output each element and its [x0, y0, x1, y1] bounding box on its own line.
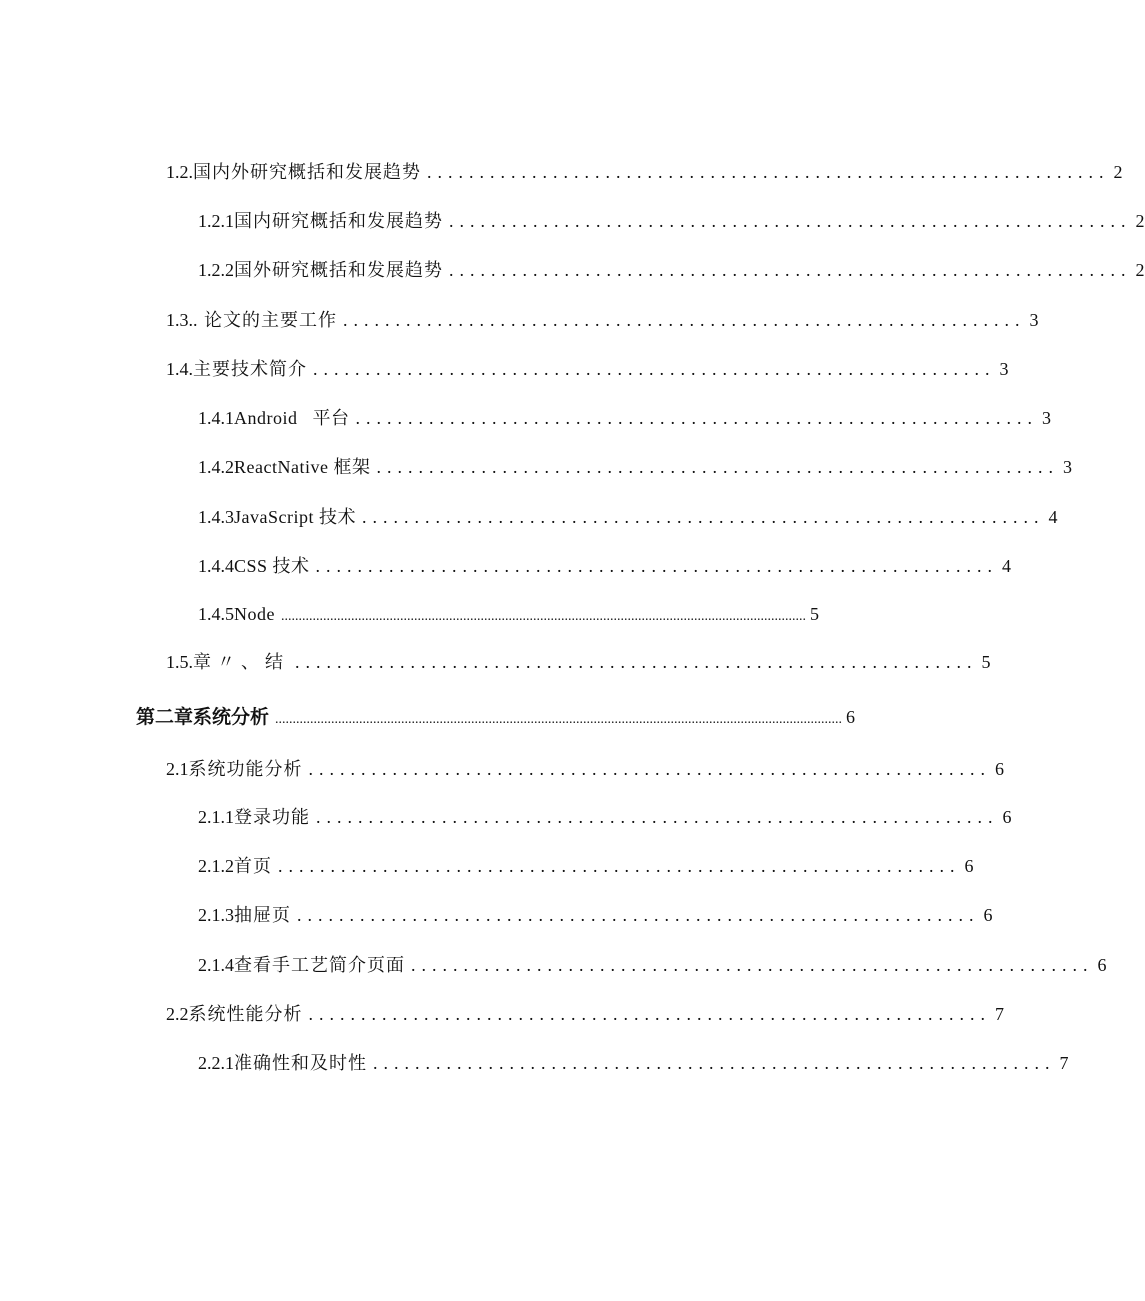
- toc-entry-title: Node: [234, 604, 275, 624]
- dot-leader: .................................................................: [411, 955, 1094, 975]
- toc-entry-number: 1.2.: [166, 162, 193, 182]
- toc-entry[interactable]: [198, 505, 1058, 529]
- toc-entry-title: 抽屉页: [234, 905, 291, 925]
- toc-entry-number: 1.4.4: [198, 556, 234, 576]
- toc-entry-page: 6: [1097, 955, 1107, 975]
- toc-entry-page: 2: [1113, 162, 1123, 182]
- toc-entry-page: 4: [1002, 556, 1012, 576]
- toc-entry[interactable]: [198, 602, 819, 629]
- toc-entry-number: 2.2.1: [198, 1053, 234, 1073]
- dot-leader: .................................................................: [376, 457, 1059, 477]
- dot-leader: .................................................................: [343, 310, 1026, 330]
- dot-leader: .................................................................: [427, 162, 1110, 182]
- dot-leader: .................................................................: [297, 905, 980, 925]
- toc-entry-title: 查看手工艺简介页面: [234, 955, 405, 975]
- toc-entry[interactable]: [166, 357, 1009, 381]
- toc-entry-title: 主要技术简介: [193, 359, 307, 379]
- toc-entry-title: 系统功能分析: [188, 759, 303, 779]
- toc-entry[interactable]: [198, 953, 1107, 977]
- toc-entry[interactable]: [198, 854, 974, 878]
- toc-entry-number: 1.3.: [166, 310, 193, 330]
- toc-entry[interactable]: [166, 308, 1039, 332]
- toc-entry[interactable]: [198, 805, 1012, 829]
- toc-entry[interactable]: [198, 903, 993, 927]
- toc-entry-title: 国内研究概括和发展趋势: [234, 211, 443, 231]
- dot-leader: .................................................................: [316, 807, 999, 827]
- toc-entry[interactable]: [198, 455, 1072, 479]
- toc-entry-page: 5: [981, 652, 991, 672]
- toc-entry-page: 5: [810, 604, 819, 624]
- toc-entry-number: 1.4.1: [198, 408, 234, 428]
- toc-entry-title: 章〃、结: [193, 652, 289, 672]
- dot-leader: .................................................................: [361, 507, 1045, 527]
- dot-leader: ......................................................................................................................................................: [281, 609, 806, 624]
- toc-entry-page: 2: [1135, 211, 1145, 231]
- toc-entry-number: 2.1.3: [198, 905, 234, 925]
- dot-leader: .................................................................: [355, 408, 1038, 428]
- toc-entry[interactable]: [166, 160, 1123, 184]
- toc-entry-title: 登录功能: [234, 807, 310, 827]
- toc-entry-number: 2.1.2: [198, 856, 234, 876]
- toc-entry-number: 1.4.: [166, 359, 193, 379]
- toc-entry-page: 2: [1135, 260, 1145, 280]
- toc-entry-page: 3: [1062, 457, 1072, 477]
- toc-entry-page: 6: [983, 905, 993, 925]
- toc-entry-number: 1.2.2: [198, 260, 234, 280]
- dot-leader: .................................................................: [278, 856, 961, 876]
- dot-leader: .................................................................: [295, 652, 978, 672]
- toc-entry-title: 首页: [234, 856, 272, 876]
- toc-entry-page: 6: [995, 759, 1004, 779]
- toc-entry[interactable]: [166, 650, 991, 674]
- toc-entry-page: 7: [995, 1004, 1004, 1024]
- toc-entry-title: 系统性能分析: [188, 1004, 303, 1024]
- toc-entry-page: 7: [1059, 1053, 1069, 1073]
- toc-entry-page: 3: [1029, 310, 1039, 330]
- toc-entry[interactable]: [166, 757, 1004, 781]
- toc-entry-title: CSS 技术: [234, 556, 310, 576]
- toc-entry-title: ReactNative 框架: [234, 457, 371, 477]
- toc-entry-page: 3: [1042, 408, 1051, 428]
- dot-leader: .................................................................: [308, 1004, 991, 1024]
- toc-entry-title: 准确性和及时性: [234, 1053, 367, 1073]
- toc-entry-title: 国内外研究概括和发展趋势: [193, 162, 421, 182]
- dot-leader: ..................................................................................................................................................................: [275, 712, 843, 727]
- toc-entry-number: 1.4.3: [198, 507, 234, 527]
- toc-entry-number: 2.1.1: [198, 807, 234, 827]
- dot-leader: .................................................................: [373, 1053, 1056, 1073]
- dot-leader: .................................................................: [449, 260, 1132, 280]
- toc-entry[interactable]: [198, 554, 1012, 578]
- toc-entry-page: 3: [999, 359, 1009, 379]
- toc-entry-number: 1.4.2: [198, 457, 234, 477]
- toc-entry-number: 1.5.: [166, 652, 193, 672]
- toc-entry-page: 6: [846, 707, 856, 727]
- toc-entry-number: 2.2: [166, 1004, 189, 1024]
- toc-entry[interactable]: [198, 1051, 1069, 1075]
- toc-entry-page: 6: [964, 856, 974, 876]
- toc-entry-title: 国外研究概括和发展趋势: [234, 260, 443, 280]
- toc-entry[interactable]: [166, 1002, 1004, 1026]
- toc-entry-number: 1.2.1: [198, 211, 234, 231]
- dot-leader: .................................................................: [313, 359, 996, 379]
- toc-entry[interactable]: [198, 406, 1051, 430]
- toc-entry-title: . 论文的主要工作: [193, 310, 337, 330]
- toc-entry-title: JavaScript 技术: [234, 507, 356, 527]
- dot-leader: .................................................................: [449, 211, 1132, 231]
- toc-entry[interactable]: [198, 209, 1145, 233]
- toc-entry-number: 1.4.5: [198, 604, 234, 624]
- toc-entry-number: 2.1: [166, 759, 189, 779]
- toc-entry-number: 2.1.4: [198, 955, 234, 975]
- toc-chapter-entry[interactable]: [136, 705, 856, 732]
- toc-entry-title: 第二章系统分析: [136, 707, 270, 728]
- toc-entry-page: 6: [1002, 807, 1012, 827]
- toc-entry[interactable]: [198, 258, 1145, 282]
- dot-leader: .................................................................: [315, 556, 999, 576]
- toc-entry-page: 4: [1048, 507, 1058, 527]
- toc-entry-title: Android 平台: [234, 408, 350, 428]
- dot-leader: .................................................................: [308, 759, 991, 779]
